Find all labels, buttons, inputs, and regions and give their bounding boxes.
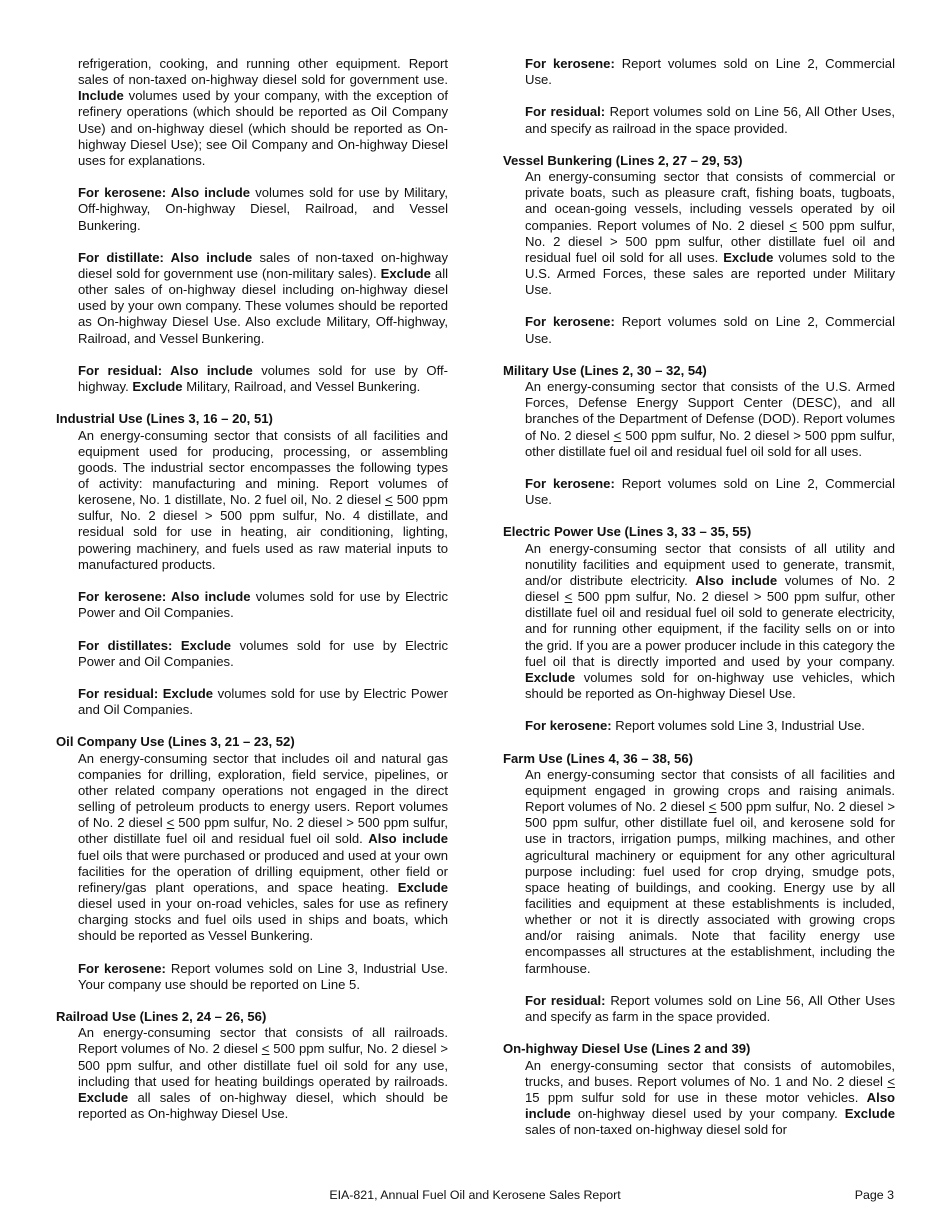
commercial-kerosene-note: For kerosene: Also include volumes sold for use by Military, Off-highway, On-highway Diesel, Railroad, and Vessel Bunkering. [78,185,448,233]
on-highway-diesel-definition: An energy-consuming sector that consists of automobiles, trucks, and buses. Report volumes of No. 1 and No. 2 diesel < 15 ppm sulfur sold for use in these motor vehicles. Also include on-highway diesel used by your company. Exclude sales of non-taxed on-highway diesel sold for [525,1057,896,1138]
military-use-section [503,363,895,508]
railroad-kerosene-note: For kerosene: Report volumes sold on Line 2, Commercial Use. [525,56,895,88]
vessel-bunkering-heading: Vessel Bunkering (Lines 2, 27 – 29, 53) [503,152,743,168]
military-definition: An energy-consuming sector that consists of the U.S. Armed Forces, Defense Energy Support Center (DESC), and all branches of the Department of Defense (DOD). Report volumes of No. 2 diesel < 500 ppm sulfur, No. 2 diesel > 500 ppm sulfur, other distillate fuel oil and residual fuel oil sold for all uses. [525,379,895,459]
electric-power-kerosene-note: For kerosene: Report volumes sold Line 3, Industrial Use. [525,718,865,734]
industrial-residual-note: For residual: Exclude volumes sold for use by Electric Power and Oil Companies. [78,685,449,718]
oil-company-kerosene-note: For kerosene: Report volumes sold on Line 3, Industrial Use. Your company use should be reported on Line 5. [78,960,448,992]
military-use-heading: Military Use (Lines 2, 30 – 32, 54) [503,362,707,378]
industrial-use-section [56,411,448,718]
right-column [503,56,895,1154]
vessel-bunkering-section [503,153,895,347]
page-footer [56,1187,894,1203]
on-highway-diesel-heading: On-highway Diesel Use (Lines 2 and 39) [503,1041,751,1057]
railroad-definition: An energy-consuming sector that consists of all railroads. Report volumes of No. 2 diesel < 500 ppm sulfur, No. 2 diesel > 500 ppm sulfur, and other distillate fuel oil sold for any use, including that used for heating buildings operated by railroads. Exclude all sales of on-highway diesel, which should be reported as On-highway Diesel Use. [78,1025,448,1121]
commercial-use-continued [56,56,448,395]
commercial-definition-continued: refrigeration, cooking, and running other equipment. Report sales of non-taxed on-highway diesel sold for government use. Include volumes used by your company, with the exception of refinery operations (which should be reported as Oil Company Use) and on-highway diesel (which should be reported as On-highway Diesel Use); see Oil Company and On-highway Diesel uses for explanations. [78,56,448,168]
electric-power-definition: An energy-consuming sector that consists of all utility and nonutility facilities and equipment used to generate, transmit, and/or distribute electricity. Also include volumes of No. 2 diesel < 500 ppm sulfur, No. 2 diesel > 500 ppm sulfur, other distillate fuel oil and residual fuel oil sold to generate electricity, and for running other equipment, if the facility sells on or into the grid. If you are a power producer include in this category the fuel oil that is directly imported and used by your company. Exclude volumes sold for on-highway use vehicles, which should be reported as On-highway Diesel Use. [525,540,896,701]
farm-use-heading: Farm Use (Lines 4, 36 – 38, 56) [503,750,693,766]
oil-company-definition: An energy-consuming sector that includes oil and natural gas companies for drilling, exploration, field service, pipelines, or other related company operations not engaged in the direct selling of petroleum products to energy users. Report volumes of No. 2 diesel < 500 ppm sulfur, No. 2 diesel > 500 ppm sulfur, other distillate fuel oil and residual fuel oil sold. Also include fuel oils that were purchased or produced and used at your own facilities for the operation of drilling equipment, other field or refinery/gas plant operations, and space heating. Exclude diesel used in your on-road vehicles, sales for use as refinery charging stocks and fuel oils used in ships and boats, which should be reported as Vessel Bunkering. [78,750,448,944]
oil-company-use-heading: Oil Company Use (Lines 3, 21 – 23, 52) [56,734,295,750]
electric-power-use-heading: Electric Power Use (Lines 3, 33 – 35, 55) [503,524,752,540]
on-highway-diesel-use-section [503,1041,895,1138]
farm-use-section [503,751,895,1026]
commercial-distillate-note: For distillate: Also include sales of non-taxed on-highway diesel sold for government use (non-military sales). Exclude all other sales of on-highway diesel including on-highway diesel used by your own company. These volumes should be reported as On-highway Diesel Use. Also exclude Military, Off-highway, Railroad, and Vessel Bunkering. [78,249,449,346]
industrial-use-heading: Industrial Use (Lines 3, 16 – 20, 51) [56,411,273,427]
railroad-use-continued [503,56,895,137]
vessel-bunkering-definition: An energy-consuming sector that consists of commercial or private boats, such as pleasure craft, fishing boats, tugboats, and ocean-going vessels, including vessels operated by oil companies. Report volumes of No. 2 diesel < 500 ppm sulfur, No. 2 diesel > 500 ppm sulfur, other distillate fuel oil and residual fuel oil sold for all uses. Exclude volumes sold to the U.S. Armed Forces, these sales are reported under Military Use. [525,169,896,298]
footer-report-title: EIA-821, Annual Fuel Oil and Kerosene Sales Report [329,1188,621,1202]
vessel-bunkering-kerosene-note: For kerosene: Report volumes sold on Line 2, Commercial Use. [525,314,895,346]
page-number: Page 3 [854,1188,894,1202]
industrial-definition: An energy-consuming sector that consists of all facilities and equipment used for producing, processing, or assembling goods. The industrial sector encompasses the following types of activity: manufacturing and mining. Report volumes of kerosene, No. 1 distillate, No. 2 fuel oil, No. 2 diesel < 500 ppm sulfur, No. 2 diesel > 500 ppm sulfur, No. 4 distillate, and residual sold for use in heating, air conditioning, lighting, powering machinery, and fuels used as raw material inputs to manufactured products. [78,427,449,572]
left-column [56,56,448,1138]
farm-residual-note: For residual: Report volumes sold on Line 56, All Other Uses and specify as farm in the space provided. [525,992,896,1025]
commercial-residual-note: For residual: Also include volumes sold for use by Off-highway. Exclude Military, Railroad, and Vessel Bunkering. [78,362,448,395]
industrial-distillates-note: For distillates: Exclude volumes sold for use by Electric Power and Oil Companies. [78,637,448,669]
railroad-use-heading: Railroad Use (Lines 2, 24 – 26, 56) [56,1009,267,1025]
industrial-kerosene-note: For kerosene: Also include volumes sold for use by Electric Power and Oil Companies. [78,589,448,621]
railroad-residual-note: For residual: Report volumes sold on Line 56, All Other Uses, and specify as railroad in the space provided. [525,104,895,136]
oil-company-use-section [56,734,448,992]
military-kerosene-note: For kerosene: Report volumes sold on Line 2, Commercial Use. [525,475,895,508]
farm-definition: An energy-consuming sector that consists of all facilities and equipment engaged in growing crops and raising animals. Report volumes of No. 2 diesel < 500 ppm sulfur, No. 2 diesel > 500 ppm sulfur, other distillate fuel oil, and kerosene sold for use in tractors, irrigation pumps, milking machines, and other agricultural machinery or equipment for any other agricultural purpose including: fuel used for crop drying, smudge pots, space heating of buildings, and cooking. Energy use by all facilities and equipment at these establishments is included, whether or not it is directly associated with growing crops and/or raising animals. Note that facility energy use encompasses all structures at the establishment, including the farmhouse. [525,766,895,976]
electric-power-use-section [503,524,895,734]
railroad-use-section [56,1009,448,1122]
